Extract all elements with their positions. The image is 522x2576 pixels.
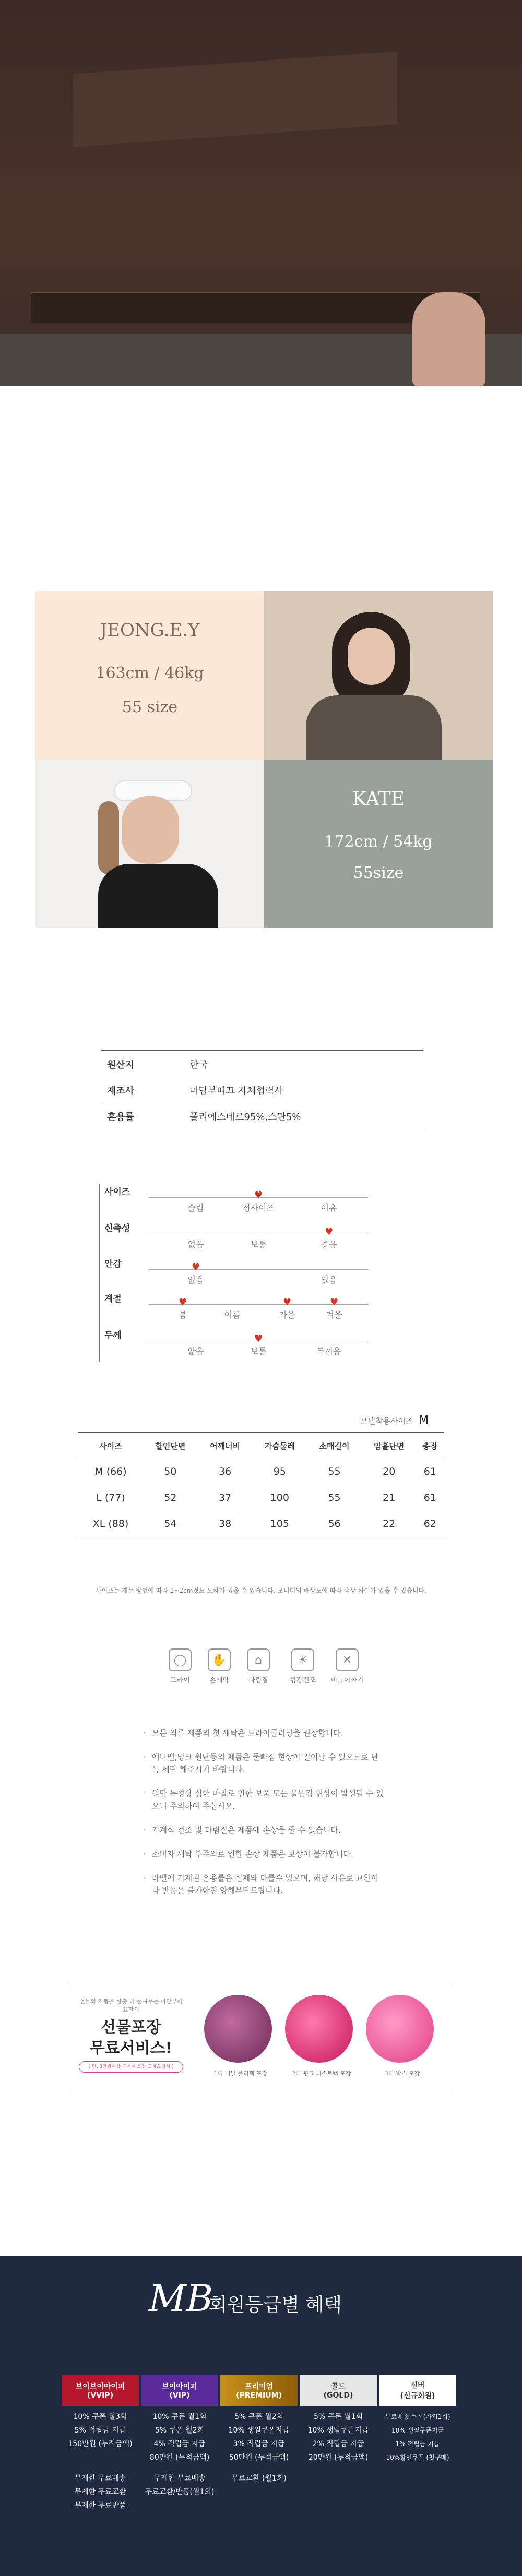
tier-sub: (VVIP) <box>87 2391 113 2400</box>
model-kate-name: KATE <box>352 788 405 810</box>
fit-label: 신축성 <box>104 1223 130 1234</box>
care-label: 손세탁 <box>209 1677 229 1684</box>
measure-cell: 105 <box>270 1518 289 1530</box>
no-bleach-icon: ✕ <box>336 1648 359 1671</box>
spec-label: 제조사 <box>107 1085 135 1097</box>
tier-benefit: 20만원 (누적금액) <box>308 2453 369 2462</box>
fit-label: 사이즈 <box>104 1187 130 1197</box>
measure-cell: 62 <box>423 1518 436 1530</box>
measure-cell: 55 <box>328 1466 341 1478</box>
gift-intro: 선물의 기쁨을 한층 더 높여주는 마담부띠끄만의 <box>79 1998 183 2013</box>
fit-option-selected: 없음 <box>187 1275 204 1285</box>
heart-icon: ♥ <box>179 1297 187 1308</box>
tier-name: 실버 <box>410 2381 425 2390</box>
model-jeong-name: JEONG.E.Y <box>100 620 200 641</box>
heart-icon: ♥ <box>325 1226 334 1237</box>
model-kate-stats: 172cm / 54kg <box>324 833 433 851</box>
care-label: 형광건조 <box>289 1677 316 1684</box>
gift-option-num: 3타 <box>385 2070 395 2077</box>
measure-header: 할인단면 <box>155 1441 186 1451</box>
measure-cell: 52 <box>164 1492 177 1503</box>
measure-cell: 50 <box>164 1466 177 1478</box>
gift-option-num: 1타 <box>213 2070 223 2077</box>
fit-vertical-bar <box>99 1184 100 1362</box>
measurement-table <box>78 1432 444 1537</box>
measure-cell: M (66) <box>94 1466 127 1478</box>
table-row <box>78 1485 444 1511</box>
tier-name: 브이아이피 <box>162 2382 197 2391</box>
gift-option-label: 핑크 더스트백 포장 <box>303 2070 351 2077</box>
measure-header: 소매길이 <box>319 1441 350 1451</box>
measure-cell: 100 <box>270 1492 289 1503</box>
measure-cell: 56 <box>328 1518 341 1530</box>
care-note: · 모든 의류 제품의 첫 세탁은 드라이클리닝을 권장합니다. <box>144 1727 384 1739</box>
tier-premium <box>220 2375 298 2485</box>
measure-cell: 36 <box>219 1466 232 1478</box>
fit-option: 여름 <box>224 1310 241 1320</box>
tier-benefit: 3% 적립금 지급 <box>233 2440 285 2448</box>
measure-cell: XL (88) <box>92 1518 129 1530</box>
model-size-note <box>360 1414 429 1427</box>
gift-option-label: 비닐 플리렉 포장 <box>224 2070 268 2077</box>
tier-shipping: 무료교환/반품(월1회) <box>145 2488 215 2496</box>
tier-name: 골드 <box>331 2382 346 2391</box>
model-size-label: 모델착용사이즈 <box>360 1416 413 1426</box>
fit-option-selected: 좋음 <box>321 1239 337 1249</box>
heart-icon: ♥ <box>254 1190 263 1201</box>
spec-label: 원산지 <box>107 1059 135 1070</box>
gift-badge: ( 단, 3만원이상 구매시 포장 교체요청시 ) <box>79 2061 183 2073</box>
tier-sub: (VIP) <box>169 2391 190 2400</box>
heart-icon: ♥ <box>283 1297 292 1308</box>
tier-benefit: 5% 적립금 지급 <box>74 2426 126 2435</box>
spec-label: 혼용률 <box>107 1111 135 1123</box>
gift-option <box>194 2069 288 2077</box>
care-note: · 에나멜,밍크 원단등의 제품은 물빠짐 현상이 일어날 수 있으므로 단독 세탁 해주시기 바랍니다. <box>144 1751 384 1776</box>
care-note: · 소비자 세탁 부주의로 인한 손상 제품은 보상이 불가합니다. <box>144 1848 384 1860</box>
tier-name: 브이브이아이피 <box>75 2382 125 2391</box>
heart-icon: ♥ <box>254 1333 263 1344</box>
care-label: 비틀어짜기 <box>330 1677 364 1684</box>
tier-shipping: 무제한 무료반품 <box>74 2501 126 2510</box>
measure-header: 어깨너비 <box>210 1441 241 1451</box>
tier-benefit: 1% 적립금 지급 <box>395 2440 440 2448</box>
measure-cell: 22 <box>383 1518 396 1530</box>
tier-benefit: 10% 생일쿠폰지급 <box>228 2426 290 2435</box>
care-item <box>284 1648 321 1684</box>
spec-row <box>101 1103 423 1129</box>
fit-label: 두께 <box>104 1330 122 1341</box>
tier-name: 프리미엄 <box>244 2382 274 2391</box>
care-label: 드라이 <box>170 1677 190 1684</box>
measure-cell: L (77) <box>96 1492 125 1503</box>
care-note: · 라벨에 기재된 혼용률은 실제와 다를수 있으며, 해당 사유로 교환이나 반품은 불가한점 양해부탁드립니다. <box>144 1872 384 1897</box>
tier-benefit: 5% 쿠폰 월1회 <box>313 2413 363 2421</box>
care-item <box>329 1648 365 1684</box>
heart-icon: ♥ <box>192 1262 200 1273</box>
tier-vvip <box>62 2375 139 2512</box>
tier-benefit: 4% 적립금 지급 <box>153 2440 206 2448</box>
hand-wash-icon: ✋ <box>208 1648 231 1671</box>
gift-option-num: 2타 <box>292 2070 302 2077</box>
model-jeong-stats: 163cm / 46kg <box>96 664 204 682</box>
gift-banner <box>68 1985 454 2094</box>
iron-icon: ⌂ <box>247 1648 270 1671</box>
tier-benefit: 10% 쿠폰 월1회 <box>152 2413 207 2421</box>
tier-benefit: 2% 적립금 지급 <box>312 2440 364 2448</box>
care-item <box>162 1648 198 1684</box>
heart-icon: ♥ <box>330 1297 339 1308</box>
gift-title-2: 무료서비스! <box>89 2039 173 2057</box>
tier-benefit: 10%할인쿠폰 (첫구매) <box>386 2454 449 2461</box>
care-note: · 원단 특성상 심한 마찰로 인한 보풀 또는 올뜯김 현상이 발생될 수 있으니 주의하여 주십시오. <box>144 1787 384 1812</box>
measure-cell: 95 <box>273 1466 286 1478</box>
tier-benefit: 50만원 (누적금액) <box>229 2453 289 2462</box>
fit-option-selected: 봄 <box>179 1310 187 1320</box>
care-item <box>201 1648 238 1684</box>
model-kate-photo <box>35 760 264 928</box>
gift-option-image <box>366 1995 434 2063</box>
measure-cell: 61 <box>423 1492 436 1503</box>
care-notes <box>144 1727 384 1908</box>
fit-option: 슬림 <box>187 1203 204 1213</box>
spec-value: 폴리에스테르95%,스판5% <box>189 1111 301 1123</box>
gift-option <box>275 2069 369 2077</box>
measure-cell: 55 <box>328 1492 341 1503</box>
product-photo <box>0 0 522 386</box>
fit-option: 얇음 <box>187 1346 204 1356</box>
membership-title: 회원등급별 혜택 <box>209 2294 342 2316</box>
tier-sub: (신규회원) <box>400 2392 435 2400</box>
spec-value: 마담부띠끄 자체협력사 <box>189 1085 283 1097</box>
jacket-fold <box>73 51 397 147</box>
tier-benefit: 무료배송 쿠폰(가입1회) <box>385 2413 450 2421</box>
spec-value: 한국 <box>189 1059 208 1070</box>
care-item <box>240 1648 277 1684</box>
measure-cell: 61 <box>423 1466 436 1478</box>
gift-option-label: 박스 포장 <box>396 2070 420 2077</box>
model-kate-size: 55size <box>353 864 404 882</box>
tier-benefit: 10% 생일쿠폰지급 <box>307 2426 369 2435</box>
table-row <box>78 1459 444 1485</box>
measure-cell: 54 <box>164 1518 177 1530</box>
tier-gold <box>300 2375 377 2464</box>
measure-cell: 21 <box>383 1492 396 1503</box>
tier-shipping: 무료교환 (월1회) <box>231 2474 287 2483</box>
tier-sub: (PREMIUM) <box>236 2391 282 2400</box>
tier-benefit: 10% 생일쿠폰지급 <box>391 2427 444 2434</box>
tier-shipping: 무제한 무료배송 <box>74 2474 126 2483</box>
measure-header: 사이즈 <box>99 1441 122 1451</box>
model-jeong-card <box>35 591 264 760</box>
gift-title-1: 선물포장 <box>101 2018 161 2037</box>
measure-header: 가슴둘레 <box>264 1441 295 1451</box>
measure-cell: 37 <box>219 1492 232 1503</box>
fit-option-selected: 가을 <box>279 1310 295 1320</box>
fit-option: 두꺼움 <box>316 1346 341 1356</box>
tier-benefit: 150만원 (누적금액) <box>68 2440 133 2448</box>
measure-cell: 20 <box>383 1466 396 1478</box>
tier-benefit: 5% 쿠폰 월2회 <box>155 2426 205 2435</box>
fit-option: 없음 <box>187 1239 204 1249</box>
care-label: 다림질 <box>248 1677 268 1684</box>
fit-option: 보통 <box>250 1239 267 1249</box>
fit-label: 계절 <box>104 1294 122 1304</box>
measure-header: 총장 <box>422 1441 438 1451</box>
fit-option: 여유 <box>321 1203 337 1213</box>
table-row <box>78 1511 444 1537</box>
spec-table <box>101 1050 423 1129</box>
care-note: · 기계식 건조 및 다림질은 제품에 손상을 줄 수 있습니다. <box>144 1824 384 1836</box>
gift-option-image <box>204 1995 272 2063</box>
hand <box>412 292 485 386</box>
tier-benefit: 10% 쿠폰 월3회 <box>73 2413 127 2421</box>
measure-note: 사이즈는 재는 방법에 따라 1~2cm정도 오차가 있을 수 있습니다. 모니터의 해상도에 따라 색상 차이가 있을 수 있습니다. <box>96 1587 426 1594</box>
model-kate-card <box>264 760 493 928</box>
measure-cell: 38 <box>219 1518 232 1530</box>
tier-vip <box>141 2375 218 2499</box>
gift-option <box>355 2069 449 2077</box>
fit-option: 있음 <box>321 1275 337 1285</box>
tier-shipping: 무제한 무료배송 <box>153 2474 206 2483</box>
tier-sub: (GOLD) <box>323 2391 353 2400</box>
tier-benefit: 5% 쿠폰 월2회 <box>234 2413 284 2421</box>
model-jeong-size: 55 size <box>122 698 178 716</box>
fit-option-selected: 정사이즈 <box>242 1203 275 1213</box>
dry-clean-icon: ◯ <box>169 1648 192 1671</box>
tier-silver <box>379 2375 456 2464</box>
fit-label: 안감 <box>104 1259 122 1269</box>
tier-shipping: 무제한 무료교환 <box>74 2488 126 2496</box>
gift-option-image <box>285 1995 353 2063</box>
spec-row <box>101 1051 423 1077</box>
measure-header: 암홀단면 <box>374 1441 405 1451</box>
fit-option-selected: 겨울 <box>326 1310 342 1320</box>
fit-option-selected: 보통 <box>250 1346 267 1356</box>
tier-benefit: 80만원 (누적금액) <box>149 2453 210 2462</box>
model-size-value: M <box>419 1414 429 1427</box>
membership-logo: MB <box>149 2277 213 2320</box>
model-jeong-photo <box>264 591 493 760</box>
shade-dry-icon: ☀ <box>291 1648 314 1671</box>
spec-row <box>101 1077 423 1103</box>
